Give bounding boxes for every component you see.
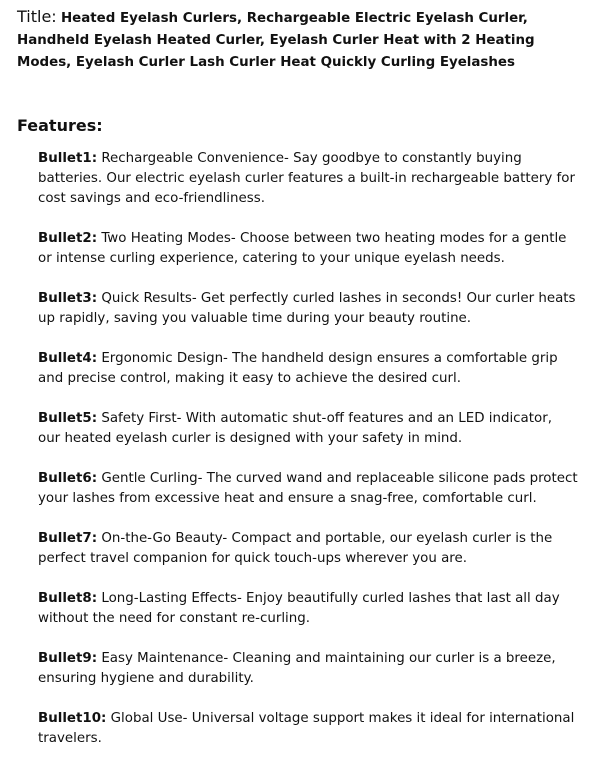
- bullet-label: Bullet5:: [38, 411, 98, 426]
- bullet-text: Easy Maintenance- Cleaning and maintaining our curler is a breeze, ensuring hygiene and durability.: [38, 651, 556, 686]
- feature-bullet: [38, 349, 578, 389]
- bullet-text: Quick Results- Get perfectly curled lashes in seconds! Our curler heats up rapidly, saving you valuable time during your beauty routine.: [38, 291, 576, 326]
- bullet-label: Bullet10:: [38, 711, 107, 726]
- bullet-text: Two Heating Modes- Choose between two heating modes for a gentle or intense curling experience, catering to your unique eyelash needs.: [38, 231, 567, 266]
- bullet-text: Long-Lasting Effects- Enjoy beautifully curled lashes that last all day without the need for constant re-curling.: [38, 591, 560, 626]
- bullet-label: Bullet9:: [38, 651, 98, 666]
- bullet-text: Gentle Curling- The curved wand and replaceable silicone pads protect your lashes from excessive heat and ensure a snag-free, comfortable curl.: [38, 471, 578, 506]
- bullet-text: On-the-Go Beauty- Compact and portable, our eyelash curler is the perfect travel companion for quick touch-ups wherever you are.: [38, 531, 553, 566]
- product-title: [17, 6, 583, 74]
- bullet-label: Bullet3:: [38, 291, 98, 306]
- feature-bullet: [38, 229, 578, 269]
- bullet-text: Global Use- Universal voltage support makes it ideal for international travelers.: [38, 711, 575, 746]
- feature-bullet: [38, 589, 578, 629]
- bullet-text: Rechargeable Convenience- Say goodbye to constantly buying batteries. Our electric eyelash curler features a built-in rechargeable battery for cost savings and eco-friendliness.: [38, 151, 575, 206]
- bullet-text: Ergonomic Design- The handheld design ensures a comfortable grip and precise control, making it easy to achieve the desired curl.: [38, 351, 558, 386]
- bullet-text: Safety First- With automatic shut-off features and an LED indicator, our heated eyelash curler is designed with your safety in mind.: [38, 411, 552, 446]
- feature-bullet: [38, 289, 578, 329]
- bullet-label: Bullet7:: [38, 531, 98, 546]
- title-label: Title:: [17, 7, 57, 26]
- bullet-label: Bullet8:: [38, 591, 98, 606]
- features-list: [38, 149, 578, 769]
- feature-bullet: [38, 149, 578, 209]
- feature-bullet: [38, 649, 578, 689]
- bullet-label: Bullet1:: [38, 151, 98, 166]
- feature-bullet: [38, 529, 578, 569]
- bullet-label: Bullet6:: [38, 471, 98, 486]
- feature-bullet: [38, 409, 578, 449]
- title-text: Heated Eyelash Curlers, Rechargeable Electric Eyelash Curler, Handheld Eyelash Heated Curler, Eyelash Curler Heat with 2 Heating Modes, Eyelash Curler Lash Curler Heat Quickly Curling Eyelashes: [17, 11, 535, 70]
- feature-bullet: [38, 709, 578, 749]
- features-heading: Features:: [17, 116, 103, 135]
- feature-bullet: [38, 469, 578, 509]
- bullet-label: Bullet2:: [38, 231, 98, 246]
- bullet-label: Bullet4:: [38, 351, 98, 366]
